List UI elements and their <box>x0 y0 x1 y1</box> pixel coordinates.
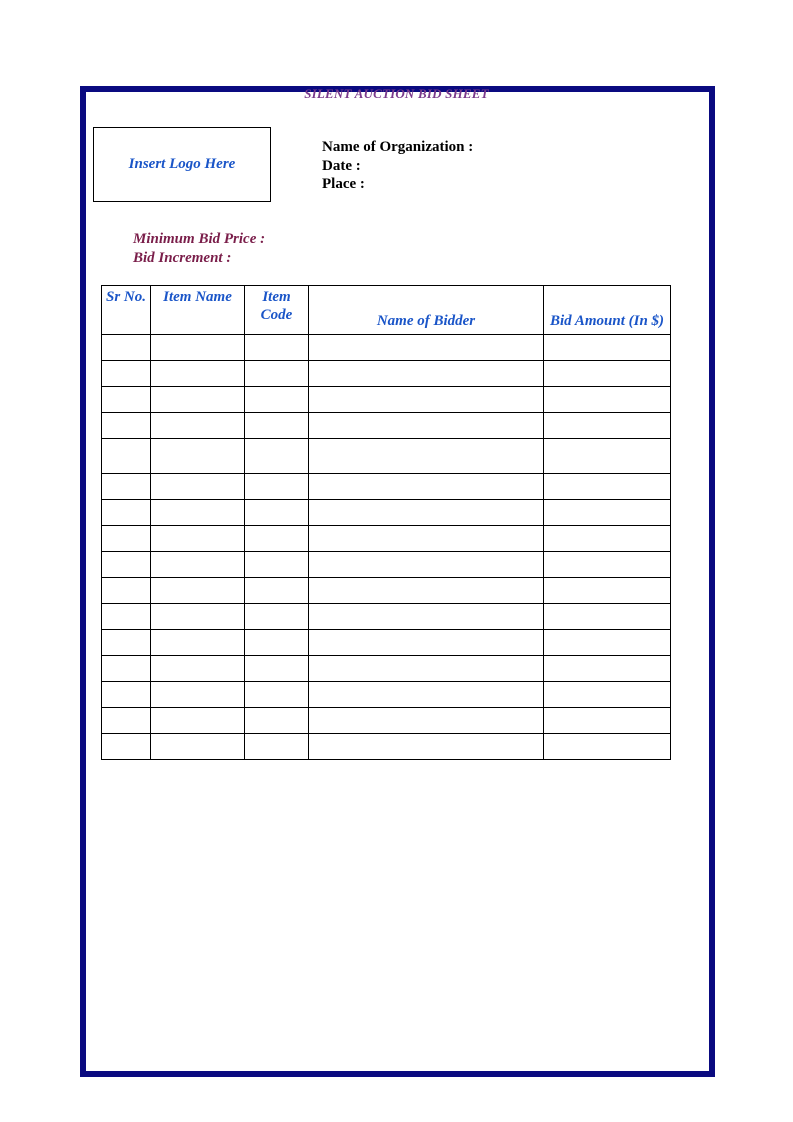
cell-sr-no[interactable] <box>102 708 151 734</box>
header-item-code-line1: Item <box>262 289 291 305</box>
cell-item-code[interactable] <box>245 552 309 578</box>
cell-item-code[interactable] <box>245 682 309 708</box>
cell-item-code[interactable] <box>245 474 309 500</box>
table-row <box>102 439 671 474</box>
cell-item-name[interactable] <box>151 474 245 500</box>
table-row <box>102 578 671 604</box>
cell-bidder-name[interactable] <box>309 387 544 413</box>
table-row <box>102 656 671 682</box>
bid-table-header-row <box>102 286 671 335</box>
cell-bid-amount[interactable] <box>544 578 671 604</box>
cell-item-code[interactable] <box>245 656 309 682</box>
cell-item-code[interactable] <box>245 413 309 439</box>
cell-sr-no[interactable] <box>102 361 151 387</box>
cell-bidder-name[interactable] <box>309 500 544 526</box>
bid-info <box>133 230 265 268</box>
cell-item-name[interactable] <box>151 413 245 439</box>
sheet-title-text: SILENT AUCTION BID SHEET <box>304 86 489 98</box>
table-row <box>102 734 671 760</box>
table-row <box>102 387 671 413</box>
cell-bid-amount[interactable] <box>544 361 671 387</box>
cell-sr-no[interactable] <box>102 335 151 361</box>
cell-bidder-name[interactable] <box>309 708 544 734</box>
cell-item-code[interactable] <box>245 335 309 361</box>
table-row <box>102 526 671 552</box>
cell-sr-no[interactable] <box>102 500 151 526</box>
table-row <box>102 361 671 387</box>
bid-table <box>101 285 671 760</box>
table-row <box>102 500 671 526</box>
cell-bidder-name[interactable] <box>309 630 544 656</box>
cell-item-name[interactable] <box>151 552 245 578</box>
organization-label: Name of Organization : <box>322 139 474 155</box>
cell-bid-amount[interactable] <box>544 387 671 413</box>
cell-bidder-name[interactable] <box>309 413 544 439</box>
table-row <box>102 413 671 439</box>
header-sr-no: Sr No. <box>102 286 151 335</box>
cell-item-name[interactable] <box>151 708 245 734</box>
cell-item-code[interactable] <box>245 387 309 413</box>
cell-item-name[interactable] <box>151 630 245 656</box>
cell-sr-no[interactable] <box>102 526 151 552</box>
cell-sr-no[interactable] <box>102 439 151 474</box>
table-row <box>102 630 671 656</box>
cell-item-name[interactable] <box>151 526 245 552</box>
cell-bidder-name[interactable] <box>309 335 544 361</box>
cell-item-name[interactable] <box>151 335 245 361</box>
cell-bid-amount[interactable] <box>544 500 671 526</box>
cell-bidder-name[interactable] <box>309 439 544 474</box>
cell-sr-no[interactable] <box>102 656 151 682</box>
place-label: Place : <box>322 176 365 192</box>
cell-item-name[interactable] <box>151 682 245 708</box>
cell-bidder-name[interactable] <box>309 526 544 552</box>
cell-sr-no[interactable] <box>102 387 151 413</box>
organization-info <box>322 138 473 194</box>
cell-item-code[interactable] <box>245 630 309 656</box>
table-row <box>102 708 671 734</box>
cell-bid-amount[interactable] <box>544 630 671 656</box>
header-bid-amount: Bid Amount (In $) <box>544 286 671 335</box>
cell-bid-amount[interactable] <box>544 413 671 439</box>
cell-bidder-name[interactable] <box>309 656 544 682</box>
cell-bid-amount[interactable] <box>544 604 671 630</box>
cell-item-name[interactable] <box>151 604 245 630</box>
header-item-code <box>245 286 309 335</box>
bid-increment-label: Bid Increment : <box>133 250 232 266</box>
table-row <box>102 682 671 708</box>
header-item-code-line2: Code <box>260 307 293 323</box>
cell-item-name[interactable] <box>151 500 245 526</box>
cell-sr-no[interactable] <box>102 552 151 578</box>
cell-bid-amount[interactable] <box>544 335 671 361</box>
cell-sr-no[interactable] <box>102 682 151 708</box>
table-row <box>102 474 671 500</box>
header-item-name: Item Name <box>151 286 245 335</box>
date-label: Date : <box>322 157 361 174</box>
table-row <box>102 335 671 361</box>
cell-item-code[interactable] <box>245 500 309 526</box>
sheet-title <box>0 86 793 98</box>
cell-item-name[interactable] <box>151 361 245 387</box>
cell-bid-amount[interactable] <box>544 474 671 500</box>
cell-item-code[interactable] <box>245 578 309 604</box>
cell-sr-no[interactable] <box>102 604 151 630</box>
cell-item-name[interactable] <box>151 578 245 604</box>
cell-bidder-name[interactable] <box>309 682 544 708</box>
table-row <box>102 604 671 630</box>
cell-bid-amount[interactable] <box>544 682 671 708</box>
cell-bidder-name[interactable] <box>309 474 544 500</box>
cell-item-code[interactable] <box>245 734 309 760</box>
bid-table-body <box>102 335 671 760</box>
cell-bid-amount[interactable] <box>544 708 671 734</box>
cell-sr-no[interactable] <box>102 734 151 760</box>
cell-item-code[interactable] <box>245 708 309 734</box>
cell-item-code[interactable] <box>245 439 309 474</box>
cell-bidder-name[interactable] <box>309 552 544 578</box>
cell-item-name[interactable] <box>151 656 245 682</box>
cell-sr-no[interactable] <box>102 474 151 500</box>
cell-item-name[interactable] <box>151 387 245 413</box>
table-row <box>102 552 671 578</box>
cell-item-code[interactable] <box>245 361 309 387</box>
cell-bidder-name[interactable] <box>309 604 544 630</box>
cell-bidder-name[interactable] <box>309 361 544 387</box>
cell-sr-no[interactable] <box>102 630 151 656</box>
header-bidder-name: Name of Bidder <box>309 286 544 335</box>
cell-bid-amount[interactable] <box>544 734 671 760</box>
cell-item-name[interactable] <box>151 734 245 760</box>
cell-sr-no[interactable] <box>102 578 151 604</box>
cell-bidder-name[interactable] <box>309 734 544 760</box>
cell-item-code[interactable] <box>245 604 309 630</box>
cell-item-code[interactable] <box>245 526 309 552</box>
cell-sr-no[interactable] <box>102 413 151 439</box>
cell-item-name[interactable] <box>151 439 245 474</box>
cell-bid-amount[interactable] <box>544 439 671 474</box>
cell-bid-amount[interactable] <box>544 552 671 578</box>
logo-placeholder <box>93 127 271 202</box>
minimum-bid-label: Minimum Bid Price : <box>133 231 266 247</box>
cell-bidder-name[interactable] <box>309 578 544 604</box>
cell-bid-amount[interactable] <box>544 526 671 552</box>
cell-bid-amount[interactable] <box>544 656 671 682</box>
logo-placeholder-text: Insert Logo Here <box>128 156 236 172</box>
